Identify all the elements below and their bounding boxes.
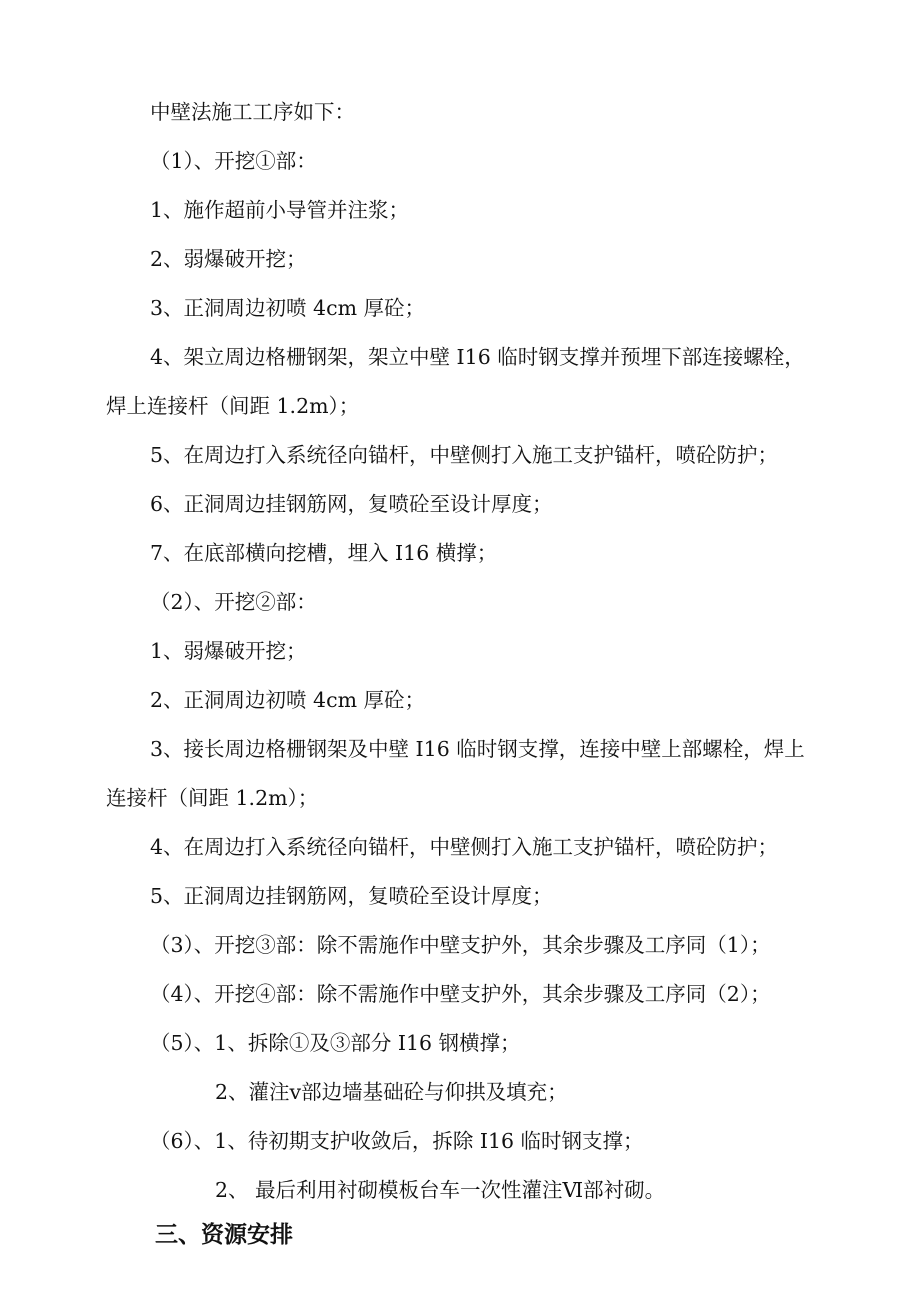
- step-1-item-3: 3、正洞周边初喷 4cm 厚砼；: [150, 296, 426, 320]
- step-2-item-2: 2、正洞周边初喷 4cm 厚砼；: [150, 688, 426, 712]
- step-2-header: （2）、开挖②部：: [150, 590, 317, 614]
- step-1-item-4-cont: 焊上连接杆（间距 1.2m）；: [106, 394, 360, 418]
- step-3-line: （3）、开挖③部：除不需施作中壁支护外，其余步骤及工序同（1）；: [150, 933, 771, 957]
- step-1-item-5: 5、在周边打入系统径向锚杆，中壁侧打入施工支护锚杆，喷砼防护；: [150, 443, 779, 467]
- step-1-item-1: 1、施作超前小导管并注浆；: [150, 198, 410, 222]
- step-2-item-5: 5、正洞周边挂钢筋网，复喷砼至设计厚度；: [150, 884, 553, 908]
- step-5-line-2: 2、灌注ⅴ部边墙基础砼与仰拱及填充；: [215, 1080, 568, 1104]
- step-2-item-4: 4、在周边打入系统径向锚杆，中壁侧打入施工支护锚杆，喷砼防护；: [150, 835, 779, 859]
- step-2-item-1: 1、弱爆破开挖；: [150, 639, 307, 663]
- section-heading: 三、资源安排: [155, 1221, 293, 1248]
- step-4-line: （4）、开挖④部：除不需施作中壁支护外，其余步骤及工序同（2）；: [150, 982, 771, 1006]
- step-5-line-1: （5）、1、拆除①及③部分 I16 钢横撑；: [150, 1031, 521, 1055]
- step-2-item-3-cont: 连接杆（间距 1.2m）；: [106, 786, 319, 810]
- step-1-item-2: 2、弱爆破开挖；: [150, 247, 307, 271]
- step-1-header: （1）、开挖①部：: [150, 149, 317, 173]
- step-6-line-1: （6）、1、待初期支护收敛后，拆除 I16 临时钢支撑；: [150, 1129, 644, 1153]
- intro-line: 中壁法施工工序如下：: [150, 100, 355, 124]
- step-6-line-2: 2、 最后利用衬砌模板台车一次性灌注Ⅵ部衬砌。: [215, 1178, 666, 1202]
- step-1-item-6: 6、正洞周边挂钢筋网，复喷砼至设计厚度；: [150, 492, 553, 516]
- step-1-item-7: 7、在底部横向挖槽，埋入 I16 横撑；: [150, 541, 498, 565]
- step-2-item-3: 3、接长周边格栅钢架及中壁 I16 临时钢支撑，连接中壁上部螺栓，焊上: [150, 737, 805, 761]
- step-1-item-4: 4、架立周边格栅钢架，架立中壁 I16 临时钢支撑并预埋下部连接螺栓，: [150, 345, 805, 369]
